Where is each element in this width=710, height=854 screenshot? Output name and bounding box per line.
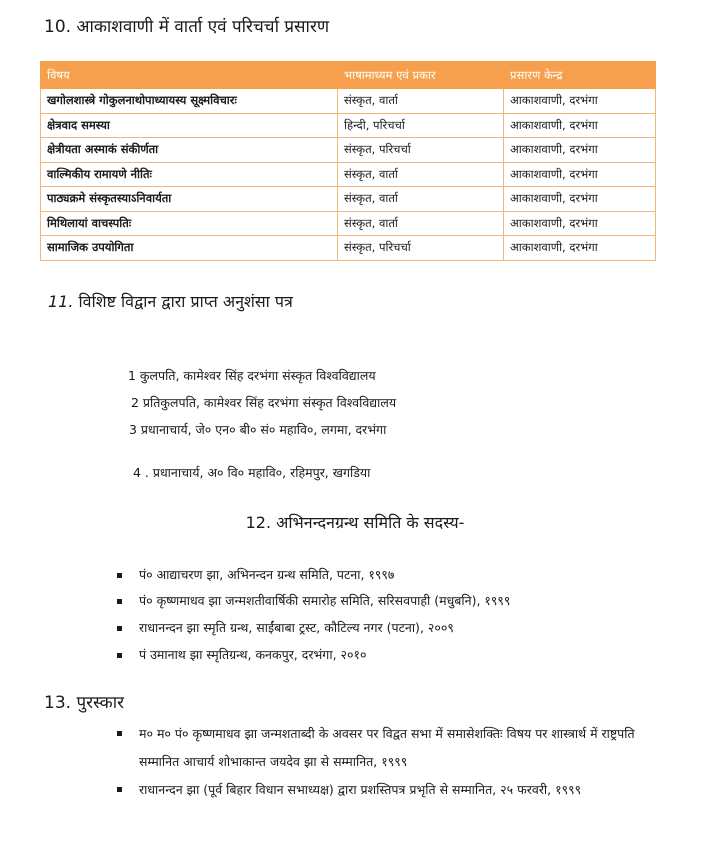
column-header-language: भाषामाध्यम एवं प्रकार	[338, 62, 504, 89]
broadcast-table	[40, 61, 656, 261]
table-cell-language: संस्कृत, वार्ता	[338, 211, 504, 236]
table-cell-subject: सामाजिक उपयोगिता	[41, 236, 338, 261]
bullet-square-icon	[117, 626, 122, 631]
table-row	[41, 113, 656, 138]
table-row	[41, 138, 656, 163]
bullet-square-icon	[117, 653, 122, 658]
bullet-square-icon	[117, 787, 122, 792]
list-item-text: पं० आद्याचरण झा, अभिनन्दन ग्रन्थ समिति, पटना, १९९७	[139, 567, 395, 582]
section-10-heading: 10. आकाशवाणी में वार्ता एवं परिचर्चा प्रसारण	[44, 17, 330, 37]
table-cell-station: आकाशवाणी, दरभंगा	[504, 113, 656, 138]
section-11-heading	[48, 290, 293, 312]
column-header-station: प्रसारण केन्द्र	[504, 62, 656, 89]
list-item: 2 प्रतिकुलपति, कामेश्वर सिंह दरभंगा संस्कृत विश्वविद्यालय	[131, 395, 397, 410]
table-row	[41, 89, 656, 114]
table-cell-language: संस्कृत, परिचर्चा	[338, 138, 504, 163]
section-12-heading: 12. अभिनन्दनग्रन्थ समिति के सदस्य-	[245, 513, 465, 532]
table-header-row	[41, 62, 656, 89]
list-item-text: पं उमानाथ झा स्मृतिग्रन्थ, कनकपुर, दरभंगा, २०१०	[139, 647, 367, 662]
list-item: 1 कुलपति, कामेश्वर सिंह दरभंगा संस्कृत विश्वविद्यालय	[128, 368, 376, 383]
bullet-square-icon	[117, 731, 122, 736]
section-11-number: 11.	[48, 292, 74, 311]
section-11-title: विशिष्ट विद्वान द्वारा प्राप्त अनुशंसा पत्र	[73, 292, 293, 311]
table-cell-station: आकाशवाणी, दरभंगा	[504, 211, 656, 236]
table-cell-language: संस्कृत, वार्ता	[338, 162, 504, 187]
table-cell-station: आकाशवाणी, दरभंगा	[504, 187, 656, 212]
table-row	[41, 211, 656, 236]
table-cell-language: संस्कृत, परिचर्चा	[338, 236, 504, 261]
table-cell-subject: क्षेत्रवाद समस्या	[41, 113, 338, 138]
table-cell-language: संस्कृत, वार्ता	[338, 187, 504, 212]
list-item-text: म० म० पं० कृष्णमाधव झा जन्मशताब्दी के अवसर पर विद्वत सभा में समासेशक्तिः विषय पर शास्त्रार्थ में राष्ट्रपति सम्मानित आचार्य शोभाकान्त जयदेव झा से सम्मानित, १९९९	[139, 726, 635, 769]
table-cell-subject: वाल्मिकीय रामायणे नीतिः	[41, 162, 338, 187]
table-row	[41, 187, 656, 212]
table-cell-language: संस्कृत, वार्ता	[338, 89, 504, 114]
table-cell-station: आकाशवाणी, दरभंगा	[504, 138, 656, 163]
bullet-square-icon	[117, 573, 122, 578]
list-item: 3 प्रधानाचार्य, जे० एन० बी० सं० महावि०, लगमा, दरभंगा	[129, 422, 387, 437]
table-cell-subject: मिथिलायां वाचस्पतिः	[41, 211, 338, 236]
column-header-subject: विषय	[41, 62, 338, 89]
list-item: 4 . प्रधानाचार्य, अ० वि० महावि०, रहिमपुर, खगडिया	[133, 465, 371, 480]
bullet-square-icon	[117, 599, 122, 604]
section-13-heading: 13. पुरस्कार	[44, 693, 125, 713]
table-row	[41, 162, 656, 187]
table-cell-subject: क्षेत्रीयता अस्माकं संकीर्णता	[41, 138, 338, 163]
table-cell-station: आकाशवाणी, दरभंगा	[504, 236, 656, 261]
list-item-text: पं० कृष्णमाधव झा जन्मशतीवार्षिकी समारोह समिति, सरिसवपाही (मधुबनि), १९९९	[139, 593, 511, 608]
list-item-text: राधानन्दन झा स्मृति ग्रन्थ, साईंबाबा ट्रस्ट, कौटिल्य नगर (पटना), २००९	[139, 620, 454, 635]
table-row	[41, 236, 656, 261]
table-cell-station: आकाशवाणी, दरभंगा	[504, 162, 656, 187]
table-cell-station: आकाशवाणी, दरभंगा	[504, 89, 656, 114]
list-item-text: राधानन्दन झा (पूर्व बिहार विधान सभाध्यक्ष) द्वारा प्रशस्तिपत्र प्रभृति से सम्मानित, २५ फरवरी, १९९९	[139, 782, 582, 797]
table-cell-language: हिन्दी, परिचर्चा	[338, 113, 504, 138]
table-cell-subject: पाठ्यक्रमे संस्कृतस्याऽनिवार्यता	[41, 187, 338, 212]
table-cell-subject: खगोलशास्त्रे गोकुलनाथोपाध्यायस्य सूक्ष्मविचारः	[41, 89, 338, 114]
